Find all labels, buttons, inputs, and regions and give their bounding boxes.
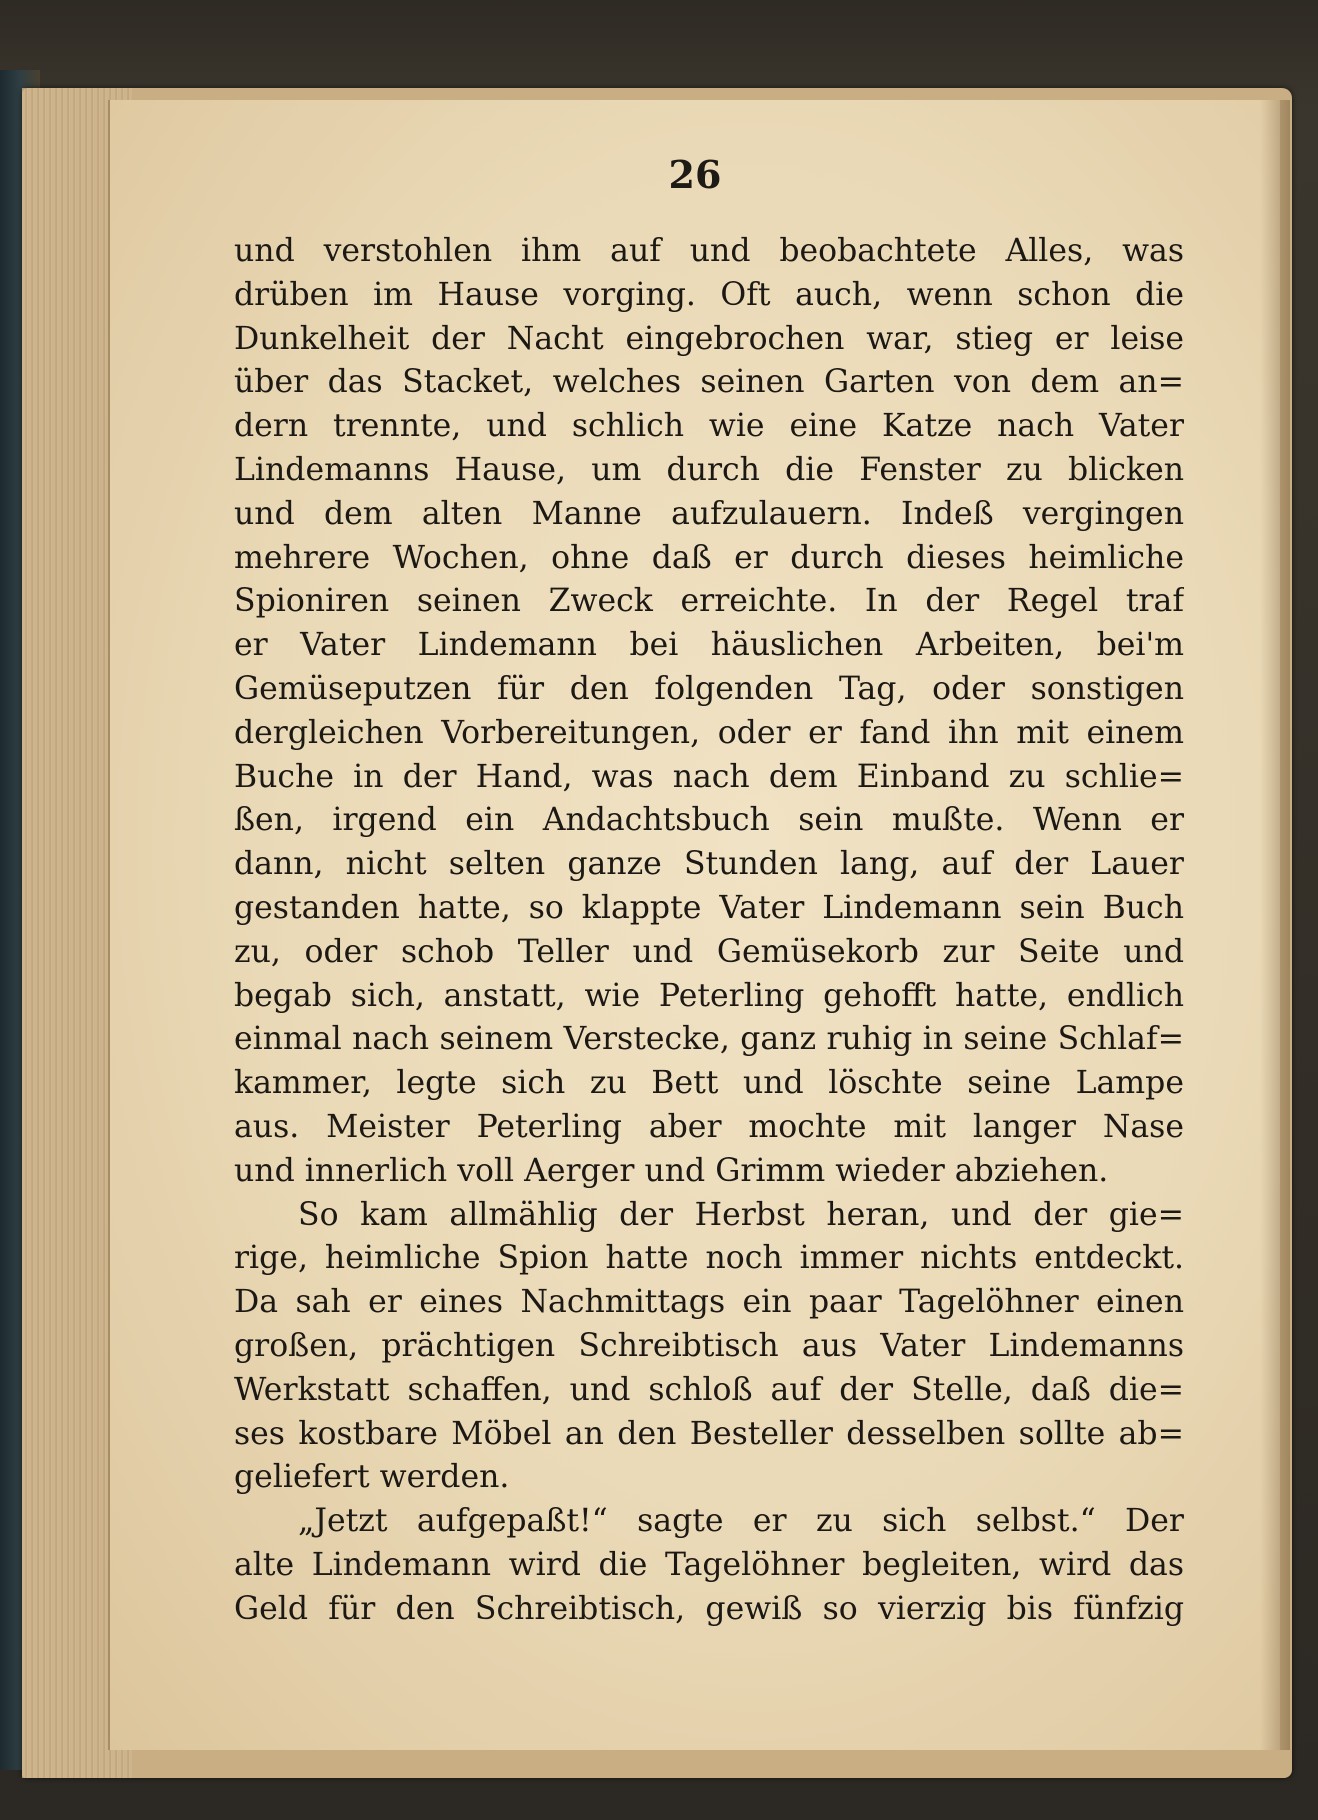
- text-line: über das Stacket, welches seinen Garten von dem an=: [234, 364, 1184, 401]
- text-line: ßen, irgend ein Andachtsbuch sein mußte. Wenn er: [234, 802, 1184, 839]
- text-line: kammer, legte sich zu Bett und löschte seine Lampe: [234, 1065, 1184, 1102]
- text-line: Buche in der Hand, was nach dem Einband zu schlie=: [234, 758, 1184, 795]
- text-line: und dem alten Manne aufzulauern. Indeß vergingen: [234, 495, 1184, 532]
- text-line: geliefert werden.: [234, 1459, 510, 1496]
- text-line: zu, oder schob Teller und Gemüsekorb zur Seite und: [234, 933, 1184, 970]
- text-line: dern trennte, und schlich wie eine Katze nach Vater: [234, 408, 1184, 445]
- text-line: So kam allmählig der Herbst heran, und der gie=: [298, 1196, 1184, 1233]
- text-line: dann, nicht selten ganze Stunden lang, auf der Lauer: [234, 846, 1184, 883]
- text-line: dergleichen Vorbereitungen, oder er fand ihn mit einem: [234, 714, 1184, 751]
- text-line: Da sah er eines Nachmittags ein paar Tagelöhner einen: [234, 1284, 1184, 1321]
- text-line: Dunkelheit der Nacht eingebrochen war, stieg er leise: [234, 320, 1184, 357]
- text-line: alte Lindemann wird die Tagelöhner begleiten, wird das: [234, 1546, 1184, 1583]
- book-page: [108, 100, 1280, 1750]
- text-line: ses kostbare Möbel an den Besteller desselben sollte ab=: [234, 1415, 1184, 1452]
- text-line: und innerlich voll Aerger und Grimm wieder abziehen.: [234, 1152, 1109, 1189]
- text-line: mehrere Wochen, ohne daß er durch dieses heimliche: [234, 539, 1184, 576]
- page-number: 26: [668, 152, 722, 197]
- text-line: aus. Meister Peterling aber mochte mit langer Nase: [234, 1108, 1184, 1145]
- text-line: Lindemanns Hause, um durch die Fenster zu blicken: [234, 451, 1184, 488]
- text-line: gestanden hatte, so klappte Vater Lindemann sein Buch: [234, 889, 1184, 926]
- page-text: [234, 230, 1184, 1632]
- text-line: „Jetzt aufgepaßt!“ sagte er zu sich selbst.“ Der: [298, 1503, 1184, 1540]
- text-line: rige, heimliche Spion hatte noch immer nichts entdeckt.: [234, 1240, 1184, 1277]
- text-line: einmal nach seinem Verstecke, ganz ruhig in seine Schlaf=: [234, 1021, 1184, 1058]
- text-line: drüben im Hause vorging. Oft auch, wenn schon die: [234, 276, 1184, 313]
- text-line: Werkstatt schaffen, und schloß auf der Stelle, daß die=: [234, 1371, 1184, 1408]
- text-line: Spioniren seinen Zweck erreichte. In der Regel traf: [234, 583, 1184, 620]
- text-line: und verstohlen ihm auf und beobachtete Alles, was: [234, 233, 1184, 269]
- text-line: Geld für den Schreibtisch, gewiß so vierzig bis fünfzig: [234, 1590, 1184, 1627]
- text-line: großen, prächtigen Schreibtisch aus Vater Lindemanns: [234, 1327, 1184, 1364]
- text-line: er Vater Lindemann bei häuslichen Arbeiten, bei'm: [234, 627, 1184, 664]
- text-line: Gemüseputzen für den folgenden Tag, oder sonstigen: [234, 670, 1184, 707]
- text-line: begab sich, anstatt, wie Peterling gehofft hatte, endlich: [234, 977, 1184, 1014]
